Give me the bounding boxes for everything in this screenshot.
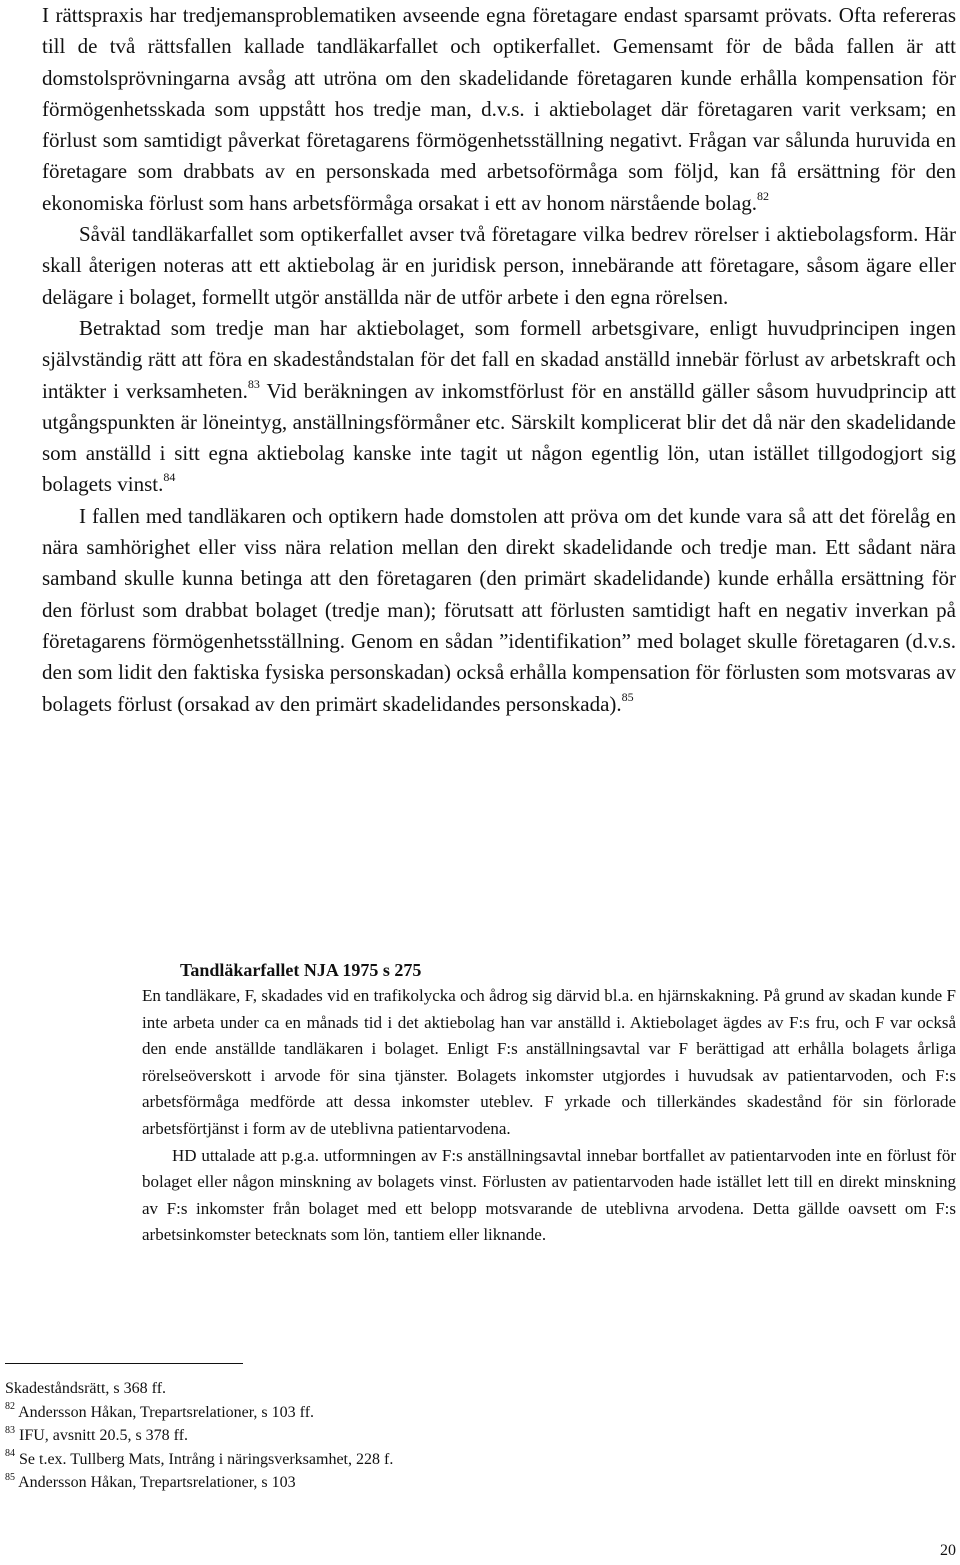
main-body-text	[42, 0, 956, 720]
paragraph-2: Såväl tandläkarfallet som optikerfallet avser två företagare vilka bedrev rörelser i aktiebolagsform. Här skall återigen noteras att ett aktiebolag är en juridisk person, innebärande att företagare, såsom ägare eller delägare i bolaget, formellt utgör anställda när de utför arbete i den egna rörelsen.	[42, 222, 956, 309]
footnote-83: $^{83}$ IFU, avsnitt 20.5, s 378 ff.	[5, 1424, 189, 1445]
footnote-ref-83[interactable]: 83	[247, 376, 260, 391]
footnote-84: $^{84}$ Se t.ex. Tullberg Mats, Intrång i näringsverksamhet, 228 f.	[5, 1448, 394, 1468]
footnote-82: $^{82}$ Andersson Håkan, Trepartsrelationer, s 103 ff.	[5, 1401, 315, 1421]
case-summary-box	[142, 958, 956, 1249]
paragraph-1: I rättspraxis har tredjemansproblematiken avseende egna företagare endast sparsamt prövats. Ofta refereras till de två rättsfallen kallade tandläkarfallet och optikerfallet. Gemensamt för de båda fallen är att domstolsprövningarna avsåg att utröna om den skadelidande företagaren kunde erhålla kompensation för förmögenhetsskada som uppstått hos tredje man, d.v.s. i aktiebolaget där företagaren varit verksam; en förlust som samtidigt påverkat företagarens förmögenhetsställning negativt. Frågan var sålunda huruvida en företagare som drabbats av en personskada med arbetsoförmåga som följd, kan få ersättning för den ekonomiska förlust som hans arbetsförmåga orsakat i ett av honom närstående bolag.$^{82}$	[42, 3, 956, 215]
page-number: 20	[940, 1542, 956, 1559]
case-paragraph-2: HD uttalade att p.g.a. utformningen av F:s anställningsavtal innebar bortfallet av patientarvoden inte en förlust för bolaget eller någon minskning av bolagets vinst. Förlusten av patientarvoden hade istället lett till en direkt minskning av F:s inkomster från bolaget med ett belopp motsvarande de uteblivna arvodena. Detta gällde oavsett om F:s arbetsinkomster betecknats som lön, tantiem eller liknande.	[142, 1145, 956, 1245]
paragraph-4: I fallen med tandläkaren och optikern hade domstolen att pröva om det kunde vara så att det förelåg en nära samhörighet eller viss nära relation mellan den direkt skadelidande och tredje man. Ett sådant nära samband skulle kunna betinga att den företagaren (den primärt skadelidande) kunde erhålla ersättning för den förlust som drabbat bolaget (tredje man); förutsatt att förlusten samtidigt haft en negativ inverkan på företagarens förmögenhetsställning. Genom en sådan ”identifikation” med bolaget skulle företagaren (d.v.s. den som lidit den faktiska fysiska personskadan) också erhålla kompensation för förlusten som motsvaras av bolagets förlust (orsakad av den primärt skadelidandes personskada).$^{85}$	[42, 503, 956, 716]
footnote-85: $^{85}$ Andersson Håkan, Trepartsrelationer, s 103	[5, 1472, 296, 1492]
footnote-continued: Skadeståndsrätt, s 368 ff.	[5, 1380, 167, 1397]
footnote-ref-84[interactable]: 84	[163, 470, 176, 485]
paragraph-3: Betraktad som tredje man har aktiebolaget, som formell arbetsgivare, enligt huvudprincipen ingen självständig rätt att föra en skadeståndstalan för det fall en skadad anställd innebär förlust av arbetskraft och intäkter i verksamheten.$^{83}$ Vid beräkningen av inkomstförlust för en anställd gäller såsom huvudprincip att utgångspunkten är löneintyg, anställningsförmåner etc. Särskilt komplicerat blir det då när den skadelidande som anställd i sitt egna aktiebolag kanske inte tagit ut någon egentlig lön, utan istället tillgodogjort sig bolagets vinst.$^{84}$	[42, 315, 957, 497]
footnote-ref-85[interactable]: 85	[621, 689, 634, 704]
footnote-ref-82[interactable]: 82	[756, 188, 769, 203]
footnote-divider	[5, 1363, 243, 1364]
case-title: Tandläkarfallet NJA 1975 s 275	[180, 960, 422, 980]
footnotes	[5, 1377, 705, 1495]
case-paragraph-1: En tandläkare, F, skadades vid en trafikolycka och ådrog sig därvid bl.a. en hjärnskakning. På grund av skadan kunde F inte arbeta under ca en månads tid i det aktiebolag han var anställd i. Aktiebolaget ägdes av F:s fru, och F var också den ende anställde tandläkaren i bolaget. Enligt F:s anställningsavtal var F berättigad att erhålla bolagets årliga rörelseöverskott i arvode för sina tjänster. Bolagets inkomster utgjordes i huvudsak av patientarvoden, och F:s arbetsförmåga medförde att dessa inkomster uteblev. F yrkade och tillerkändes skadestånd för sin förlorade arbetsförtjänst i form av de uteblivna patientarvodena.	[142, 986, 956, 1138]
